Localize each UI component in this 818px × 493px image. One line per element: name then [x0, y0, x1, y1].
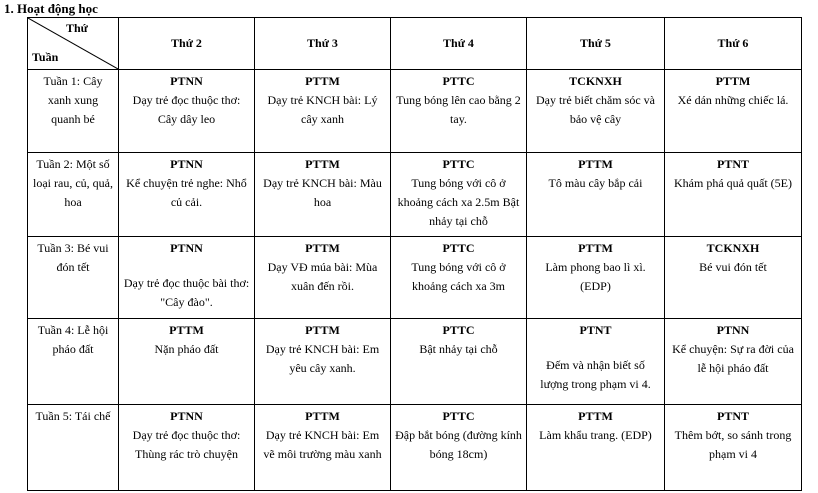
- schedule-cell: [255, 237, 391, 319]
- schedule-cell: [255, 319, 391, 405]
- subject-code: TCKNXH: [569, 74, 622, 88]
- schedule-cell: [391, 70, 527, 153]
- day-header: Thứ 3: [255, 18, 391, 70]
- subject-code: PTTM: [305, 74, 340, 88]
- schedule-cell: [391, 237, 527, 319]
- activity-text: Xé dán những chiếc lá.: [677, 93, 789, 107]
- schedule-cell: [119, 70, 255, 153]
- week-row: [28, 237, 802, 319]
- activity-text: Dạy trẻ KNCH bài: Em yêu cây xanh.: [265, 342, 380, 375]
- activity-text: Dạy VĐ múa bài: Mùa xuân đến rồi.: [267, 260, 378, 293]
- schedule-cell: [527, 405, 665, 491]
- subject-code: PTTC: [442, 409, 475, 423]
- activity-text: Thêm bớt, so sánh trong phạm vi 4: [674, 428, 792, 461]
- activity-text: Tung bóng lên cao bằng 2 tay.: [396, 93, 521, 126]
- schedule-cell: [119, 153, 255, 237]
- subject-code: PTTC: [442, 157, 475, 171]
- subject-code: PTNN: [170, 74, 203, 88]
- activity-text: Dạy trẻ đọc thuộc thơ: Cây dây leo: [132, 93, 241, 126]
- subject-code: PTNT: [579, 323, 612, 337]
- header-row: [28, 18, 802, 70]
- day-header: Thứ 2: [119, 18, 255, 70]
- activity-text: Đập bắt bóng (đường kính bóng 18cm): [395, 428, 522, 461]
- subject-code: PTNN: [716, 323, 750, 337]
- subject-code: PTNN: [170, 157, 203, 171]
- subject-code: PTTM: [578, 157, 613, 171]
- subject-code: PTTM: [578, 409, 613, 423]
- week-label: Tuần 4: Lễ hội pháo đất: [28, 319, 119, 405]
- week-row: [28, 405, 802, 491]
- activity-text: Kể chuyện trẻ nghe: Nhổ củ cải.: [126, 176, 247, 209]
- subject-code: PTTM: [305, 157, 340, 171]
- activity-text: Nặn pháo đất: [154, 342, 219, 356]
- schedule-cell: [665, 70, 802, 153]
- subject-code: TCKNXH: [706, 241, 760, 255]
- schedule-cell: [255, 405, 391, 491]
- activity-text: Làm phong bao lì xì. (EDP): [545, 260, 646, 293]
- schedule-cell: [119, 319, 255, 405]
- subject-code: PTTC: [442, 74, 475, 88]
- week-label: Tuần 1: Cây xanh xung quanh bé: [28, 70, 119, 153]
- subject-code: PTTM: [305, 323, 340, 337]
- schedule-cell: [527, 70, 665, 153]
- schedule-cell: [119, 405, 255, 491]
- lesson-schedule-table: [27, 17, 802, 491]
- corner-day-label: Thứ: [66, 21, 88, 35]
- subject-code: PTTC: [442, 323, 475, 337]
- corner-week-label: Tuần: [32, 50, 59, 64]
- activity-text: Khám phá quả quất (5E): [674, 176, 792, 190]
- week-row: [28, 70, 802, 153]
- schedule-cell: [391, 153, 527, 237]
- day-header: Thứ 4: [391, 18, 527, 70]
- activity-text: Dạy trẻ đọc thuộc bài thơ: "Cây đào".: [123, 276, 250, 309]
- subject-code: PTTM: [305, 409, 340, 423]
- schedule-cell: [665, 153, 802, 237]
- week-label: Tuần 2: Một số loại rau, củ, quả, hoa: [28, 153, 119, 237]
- schedule-cell: [391, 319, 527, 405]
- subject-code: PTNT: [716, 409, 749, 423]
- activity-text: Tung bóng với cô ở khoảng cách xa 3m: [411, 260, 506, 293]
- activity-text: Dạy trẻ KNCH bài: Lý cây xanh: [267, 93, 378, 126]
- subject-code: PTNT: [716, 157, 749, 171]
- activity-text: Dạy trẻ đọc thuộc thơ: Thùng rác trò chuyện: [132, 428, 241, 461]
- subject-code: PTTM: [169, 323, 204, 337]
- activity-text: Bé vui đón tết: [699, 260, 767, 274]
- subject-code: PTTM: [578, 241, 613, 255]
- activity-text: Kể chuyện: Sự ra đời của lễ hội pháo đất: [672, 342, 794, 375]
- week-row: [28, 319, 802, 405]
- subject-code: PTTM: [305, 241, 340, 255]
- day-header: Thứ 6: [665, 18, 802, 70]
- activity-text: Tô màu cây bắp cải: [548, 176, 643, 190]
- activity-text: Dạy trẻ biết chăm sóc và bảo vệ cây: [536, 93, 655, 126]
- schedule-cell: [255, 153, 391, 237]
- activity-text: Tung bóng với cô ở khoảng cách xa 2.5m Bật nhảy tại chỗ: [397, 176, 520, 228]
- activity-text: Dạy trẻ KNCH bài: Màu hoa: [263, 176, 382, 209]
- week-row: [28, 153, 802, 237]
- schedule-cell: [665, 405, 802, 491]
- activity-text: Đếm và nhận biết số lượng trong phạm vi 4.: [540, 358, 651, 391]
- subject-code: PTTC: [442, 241, 475, 255]
- activity-text: Làm khẩu trang. (EDP): [539, 428, 652, 442]
- subject-code: PTTM: [715, 74, 751, 88]
- subject-code: PTNN: [170, 241, 203, 255]
- schedule-cell: [391, 405, 527, 491]
- schedule-cell: [527, 237, 665, 319]
- week-label: Tuần 3: Bé vui đón tết: [28, 237, 119, 319]
- schedule-cell: [255, 70, 391, 153]
- schedule-cell: [119, 237, 255, 319]
- schedule-cell: [665, 319, 802, 405]
- week-label: Tuần 5: Tái chế: [28, 405, 119, 491]
- section-heading: 1. Hoạt động học: [4, 1, 98, 16]
- day-header: Thứ 5: [527, 18, 665, 70]
- schedule-cell: [527, 153, 665, 237]
- activity-text: Bật nhảy tại chỗ: [419, 342, 498, 356]
- schedule-cell: [527, 319, 665, 405]
- subject-code: PTNN: [170, 409, 203, 423]
- activity-text: Dạy trẻ KNCH bài: Em vẽ môi trường màu xanh: [263, 428, 382, 461]
- schedule-cell: [665, 237, 802, 319]
- corner-cell: [28, 18, 119, 70]
